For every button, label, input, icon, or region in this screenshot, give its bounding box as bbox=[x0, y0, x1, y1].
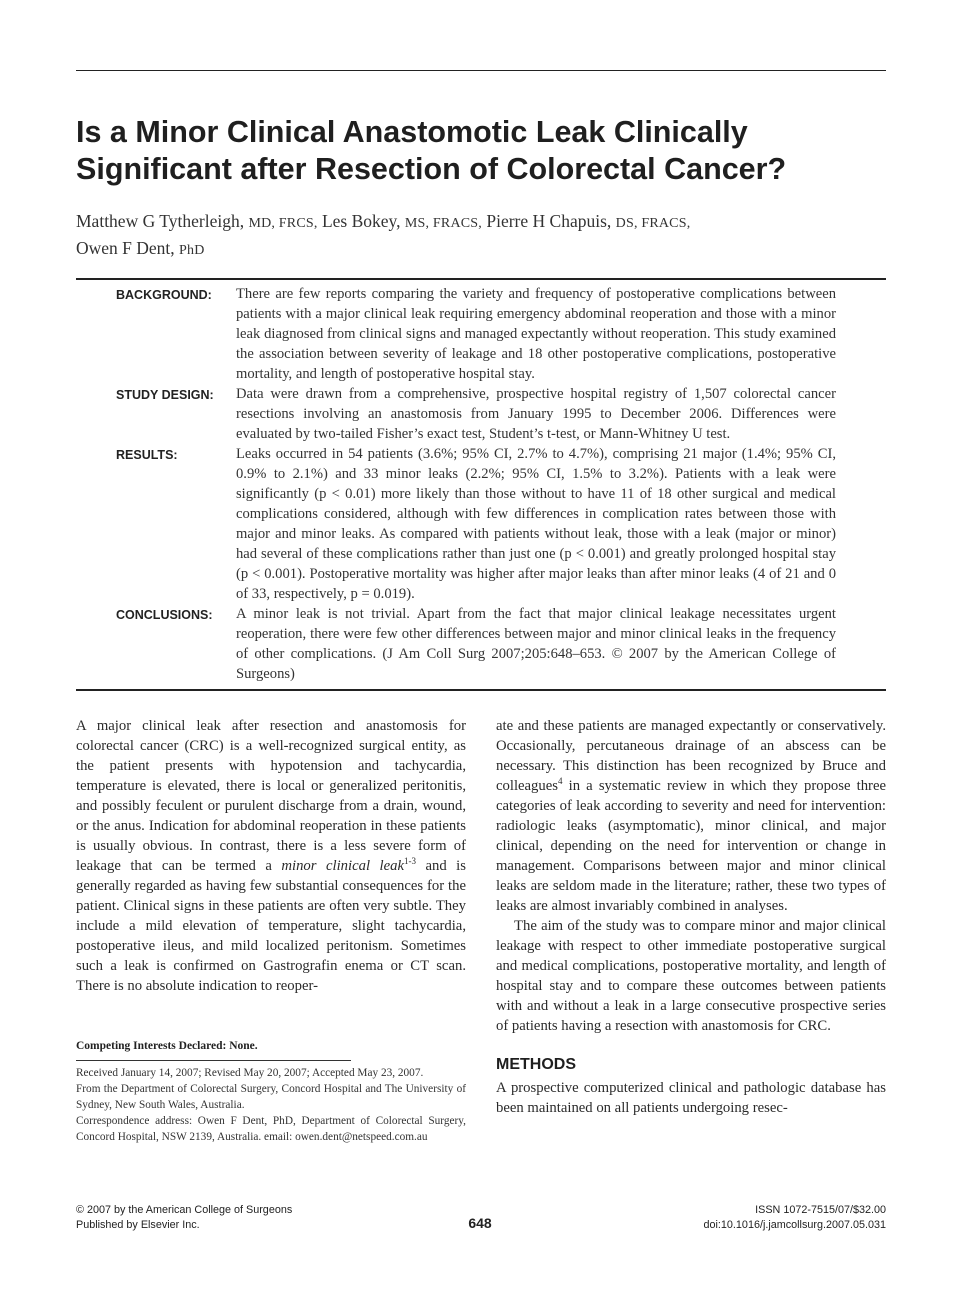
author-name: Matthew G Tytherleigh, bbox=[76, 211, 245, 231]
abstract-top-rule bbox=[76, 278, 886, 280]
body-paragraph: A prospective computerized clinical and pathologic database has been maintained on all patients undergoing resec- bbox=[496, 1080, 886, 1116]
abstract-section-background bbox=[76, 284, 886, 384]
abstract-bottom-rule bbox=[76, 689, 886, 691]
body-text: and is generally regarded as having few substantial consequences for the patient. Clinical signs in these patients are often very subtle. They include a mild elevation of temperature, slight tachycardia, postoperative ileus, and mild localized peritonism. Sometimes such a leak is confirmed on Gastrografin enema or CT scan. There is no absolute indication to reoper- bbox=[76, 858, 466, 994]
footer-doi: doi:10.1016/j.jamcollsurg.2007.05.031 bbox=[703, 1219, 886, 1231]
abstract-text: There are few reports comparing the variety and frequency of postoperative complications between patients with a major clinical leak requiring emergency abdominal reoperation and those with a minor leak diagnosed from clinical signs and managed expectantly without reoperation. This study examined the association between severity of leakage and 18 other postoperative complications, postoperative mortality, and length of postoperative hospital stay. bbox=[236, 286, 836, 382]
abstract-label: CONCLUSIONS: bbox=[116, 608, 213, 622]
abstract-section-conclusions bbox=[76, 604, 886, 684]
body-paragraph bbox=[496, 716, 886, 916]
body-text: A major clinical leak after resection and anastomosis for colorectal cancer (CRC) is a well-recognized surgical entity, as the patient presents with hypotension and tachycardia, temperature is elevated, there is local or generalized peritonitis, and possibly feculent or purulent discharge from a drain, wound, or the anus. Indication for abdominal reoperation in these patients is usually obvious. In contrast, there is a less severe form of leakage that can be termed a bbox=[76, 718, 466, 874]
body-column-right bbox=[496, 716, 886, 1118]
footer-issn: ISSN 1072-7515/07/$32.00 bbox=[755, 1204, 886, 1216]
abstract-label: STUDY DESIGN: bbox=[116, 388, 214, 402]
body-column-left bbox=[76, 716, 466, 996]
footnotes bbox=[76, 1038, 466, 1145]
author-degrees: DS, FRACS, bbox=[615, 216, 691, 231]
page-number: 648 bbox=[468, 1215, 492, 1231]
citation-ref: 1-3 bbox=[403, 856, 416, 867]
author-list bbox=[76, 209, 886, 263]
footer-right bbox=[704, 1203, 886, 1233]
body-text: ate and these patients are managed expectantly or conservatively. Occasionally, percutaneous drainage of an abscess can be necessary. This distinction has been recognized by Bruce and colleagues bbox=[496, 718, 886, 794]
author-degrees: MS, FRACS, bbox=[404, 216, 482, 231]
abstract-section-study-design bbox=[76, 384, 886, 444]
abstract-text: Data were drawn from a comprehensive, prospective hospital registry of 1,507 colorectal cancer resections involving an anastomosis from January 1995 to December 2006. Differences were evaluated by two-tailed Fisher’s exact test, Student’s t-test, or Mann-Whitney U test. bbox=[236, 386, 836, 442]
competing-interests: Competing Interests Declared: None. bbox=[76, 1040, 258, 1052]
footer-copyright: © 2007 by the American College of Surgeons bbox=[76, 1204, 293, 1216]
italic-term: minor clinical leak bbox=[281, 858, 404, 874]
article-title: Is a Minor Clinical Anastomotic Leak Clinically Significant after Resection of Colorectal Cancer? bbox=[76, 115, 787, 186]
section-heading-methods: METHODS bbox=[496, 1056, 576, 1073]
abstract-text: A minor leak is not trivial. Apart from the fact that major clinical leakage necessitates urgent reoperation, there were few other differences between major and minor clinical leaks in the frequency of other complications. (J Am Coll Surg 2007;205:648–653. © 2007 by the American College of Surgeons) bbox=[236, 606, 836, 682]
abstract bbox=[76, 284, 886, 684]
abstract-label: BACKGROUND: bbox=[116, 288, 212, 302]
author-name: Pierre H Chapuis, bbox=[486, 211, 612, 231]
author-degrees: PhD bbox=[179, 243, 205, 258]
author-degrees: MD, FRCS, bbox=[248, 216, 318, 231]
footer-publisher: Published by Elsevier Inc. bbox=[76, 1219, 200, 1231]
body-paragraph bbox=[76, 716, 466, 996]
body-text: in a systematic review in which they propose three categories of leak according to severity and need for intervention: radiologic leaks (asymptomatic), minor clinical, and major clinical, depending on the need for intervention or change in management. Comparisons between major and minor clinical leaks are seldom made in the literature; rather, these two types of leaks are almost invariably combined in analyses. bbox=[496, 778, 886, 914]
abstract-label: RESULTS: bbox=[116, 448, 178, 462]
abstract-section-results bbox=[76, 444, 886, 604]
footer-left bbox=[76, 1203, 292, 1233]
footnote-correspondence: Correspondence address: Owen F Dent, PhD, Department of Colorectal Surgery, Concord Hospital, NSW 2139, Australia. email: owen.dent@netspeed.com.au bbox=[76, 1115, 466, 1143]
body-paragraph: The aim of the study was to compare minor and major clinical leakage with respect to other immediate postoperative surgical and medical complications, postoperative mortality, and length of hospital stay and to compare these outcomes between patients with and without a leak in a large consecutive prospective series of patients having a resection with anastomosis for CRC. bbox=[496, 918, 886, 1034]
author-name: Les Bokey, bbox=[321, 211, 401, 231]
abstract-text: Leaks occurred in 54 patients (3.6%; 95% CI, 2.7% to 4.7%), comprising 21 major (1.4%; 95% CI, 0.9% to 2.1%) and 33 minor leaks (2.2%; 95% CI, 1.5% to 3.2%). Patients with a leak were significantly (p < 0.01) more likely than those without to have 11 of 18 other surgical and medical complications considered, although with few differences in complication rates between those with major and minor leaks. As compared with patients without leak, those with a leak (major or minor) had several of these complications rather than just one (p < 0.001) and greatly prolonged hospital stay (p < 0.001). Postoperative mortality was higher after major leaks than after minor leaks (4 of 21 and 0 of 33, respectively, p = 0.019). bbox=[236, 446, 836, 602]
author-name: Owen F Dent, bbox=[76, 238, 175, 258]
footnote-rule bbox=[76, 1060, 351, 1061]
top-rule bbox=[76, 70, 886, 71]
citation-ref: 4 bbox=[558, 776, 563, 787]
footnote-affiliation: From the Department of Colorectal Surgery, Concord Hospital and The University of Sydney, New South Wales, Australia. bbox=[76, 1083, 466, 1111]
footnote-received: Received January 14, 2007; Revised May 20, 2007; Accepted May 23, 2007. bbox=[76, 1067, 424, 1079]
